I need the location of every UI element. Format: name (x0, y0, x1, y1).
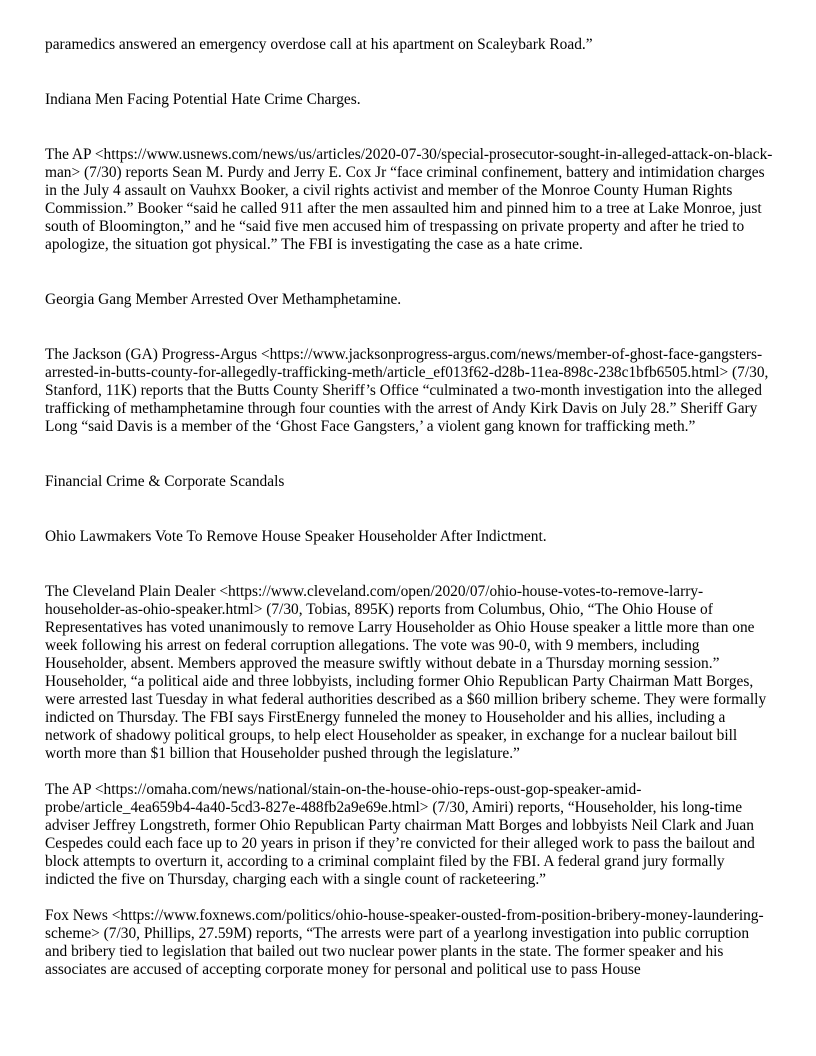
headline: Indiana Men Facing Potential Hate Crime Charges. (45, 91, 361, 108)
body-paragraph: Fox News <https://www.foxnews.com/politics/ohio-house-speaker-ousted-from-position-bribery-money-laundering-scheme> (7/30, Phillips, 27.59M) reports, “The arrests were part of a yearlong investigation into public corruption and bribery tied to legislation that bailed out two nuclear power plants in the state. The former speaker and his associates are accused of accepting corporate money for personal and political use to pass House (45, 907, 764, 978)
body-paragraph: The Jackson (GA) Progress-Argus <https://www.jacksonprogress-argus.com/news/member-of-ghost-face-gangsters-arrested-in-butts-county-for-allegedly-trafficking-meth/article_ef013f62-d28b-11ea-898c-238c1bfb6505.html> (7/30, Stanford, 11K) reports that the Butts County Sheriff’s Office “culminated a two-month investigation into the alleged trafficking of methamphetamine through four counties with the arrest of Andy Kirk Davis on July 28.” Sheriff Gary Long “said Davis is a member of the ‘Ghost Face Gangsters,’ a violent gang known for trafficking meth.” (45, 346, 769, 435)
body-paragraph: paramedics answered an emergency overdose call at his apartment on Scaleybark Road.” (45, 36, 593, 53)
body-paragraph: The Cleveland Plain Dealer <https://www.cleveland.com/open/2020/07/ohio-house-votes-to-remove-larry-householder-as-ohio-speaker.html> (7/30, Tobias, 895K) reports from Columbus, Ohio, “The Ohio House of Representatives has voted unanimously to remove Larry Householder as Ohio House speaker a little more than one week following his arrest on federal corruption allegations. The vote was 90-0, with 9 members, including Householder, absent. Members approved the measure swiftly without debate in a Thursday morning session.” Householder, “a political aide and three lobbyists, including former Ohio Republican Party Chairman Matt Borges, were arrested last Tuesday in what federal authorities described as a $60 million bribery scheme. They were formally indicted on Thursday. The FBI says FirstEnergy funneled the money to Householder and his allies, including a network of shadowy political groups, to help elect Householder as speaker, in exchange for a nuclear bailout bill worth more than $1 billion that Householder pushed through the legislature.” (45, 583, 767, 762)
headline: Ohio Lawmakers Vote To Remove House Speaker Householder After Indictment. (45, 528, 547, 545)
body-paragraph: The AP <https://omaha.com/news/national/stain-on-the-house-ohio-reps-oust-gop-speaker-amid-probe/article_4ea659b4-4a40-5cd3-827e-488fb2a9e69e.html> (7/30, Amiri) reports, “Householder, his long-time adviser Jeffrey Longstreth, former Ohio Republican Party chairman Matt Borges and lobbyists Neil Clark and Juan Cespedes could each face up to 20 years in prison if they’re convicted for their alleged work to pass the bailout and block attempts to overturn it, according to a criminal complaint filed by the FBI. A federal grand jury formally indicted the five on Thursday, charging each with a single count of racketeering.” (45, 781, 755, 888)
body-paragraph: The AP <https://www.usnews.com/news/us/articles/2020-07-30/special-prosecutor-sought-in-alleged-attack-on-black-man> (7/30) reports Sean M. Purdy and Jerry E. Cox Jr “face criminal confinement, battery and intimidation charges in the July 4 assault on Vauhxx Booker, a civil rights activist and member of the Monroe County Human Rights Commission.” Booker “said he called 911 after the men assaulted him and pinned him to a tree at Lake Monroe, just south of Bloomington,” and he “said five men accused him of trespassing on private property and after he tried to apologize, the situation got physical.” The FBI is investigating the case as a hate crime. (45, 146, 773, 253)
headline: Georgia Gang Member Arrested Over Methamphetamine. (45, 291, 402, 308)
document-page (45, 36, 775, 979)
section-heading: Financial Crime & Corporate Scandals (45, 473, 285, 490)
